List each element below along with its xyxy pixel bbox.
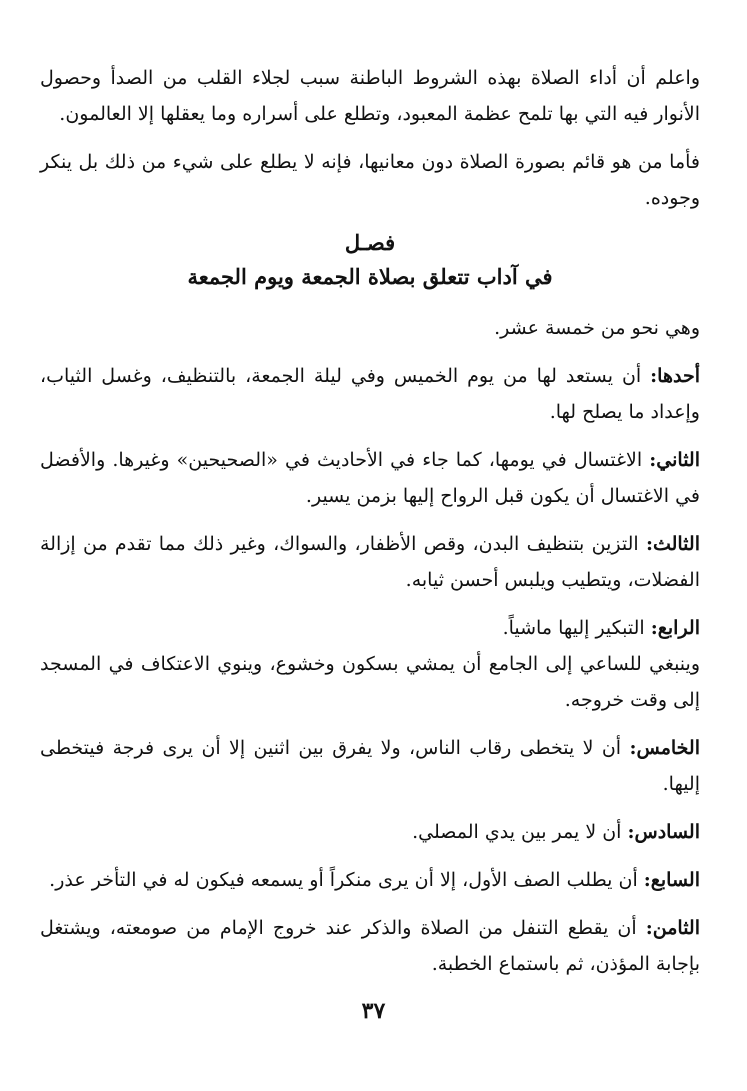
item-eighth [40, 910, 700, 982]
item-seventh-label: السابع: [643, 869, 700, 891]
item-first [40, 358, 700, 430]
item-seventh [40, 862, 700, 898]
item-fifth-text: أن لا يتخطى رقاب الناس، ولا يفرق بين اثنين إلا أن يرى فرجة فيتخطى إليها. [40, 737, 700, 795]
item-second-text: الاغتسال في يومها، كما جاء في الأحاديث في «الصحيحين» وغيرها. والأفضل في الاغتسال أن يكون قبل الرواح إليها بزمن يسير. [40, 449, 700, 507]
item-third-text: التزين بتنظيف البدن، وقص الأظفار، والسواك، وغير ذلك مما تقدم من إزالة الفضلات، ويتطيب ويلبس أحسن ثيابه. [40, 533, 700, 591]
item-eighth-text: أن يقطع التنفل من الصلاة والذكر عند خروج الإمام من صومعته، ويشتغل بإجابة المؤذن، ثم باستماع الخطبة. [40, 917, 700, 975]
section-subheading: في آداب تتعلق بصلاة الجمعة ويوم الجمعة [187, 264, 553, 289]
page-body [40, 60, 700, 992]
item-sixth-text: أن لا يمر بين يدي المصلي. [412, 821, 622, 843]
item-first-label: أحدها: [650, 365, 700, 387]
item-third [40, 526, 700, 598]
section-heading: فصـل [344, 230, 396, 255]
item-third-label: الثالث: [645, 533, 700, 555]
item-first-text: أن يستعد لها من يوم الخميس وفي ليلة الجمعة، بالتنظيف، وغسل الثياب، وإعداد ما يصلح لها. [40, 365, 700, 423]
item-fifth [40, 730, 700, 802]
item-fourth-text: التبكير إليها ماشياً. [502, 617, 645, 639]
item-sixth-label: السادس: [627, 821, 700, 843]
item-seventh-text: أن يطلب الصف الأول، إلا أن يرى منكراً أو يسمعه فيكون له في التأخر عذر. [49, 869, 638, 891]
page-number: ٣٧ [361, 998, 386, 1024]
section-intro: وهي نحو من خمسة عشر. [494, 317, 700, 339]
item-second-label: الثاني: [649, 449, 700, 471]
paragraph-prayer-conditions: واعلم أن أداء الصلاة بهذه الشروط الباطنة سبب لجلاء القلب من الصدأ وحصول الأنوار فيه التي بها تلمح عظمة المعبود، وتطلع على أسراره وما يعقلها إلا العالمون. [40, 67, 700, 125]
item-second [40, 442, 700, 514]
item-sixth [40, 814, 700, 850]
item-fourth-label: الرابع: [650, 617, 700, 639]
item-fourth-note: وينبغي للساعي إلى الجامع أن يمشي بسكون وخشوع، وينوي الاعتكاف في المسجد إلى وقت خروجه. [40, 653, 700, 711]
paragraph-outward-prayer: فأما من هو قائم بصورة الصلاة دون معانيها، فإنه لا يطلع على شيء من ذلك بل ينكر وجوده. [40, 151, 700, 209]
item-fourth [40, 610, 700, 646]
item-eighth-label: الثامن: [645, 917, 700, 939]
item-fifth-label: الخامس: [629, 737, 700, 759]
